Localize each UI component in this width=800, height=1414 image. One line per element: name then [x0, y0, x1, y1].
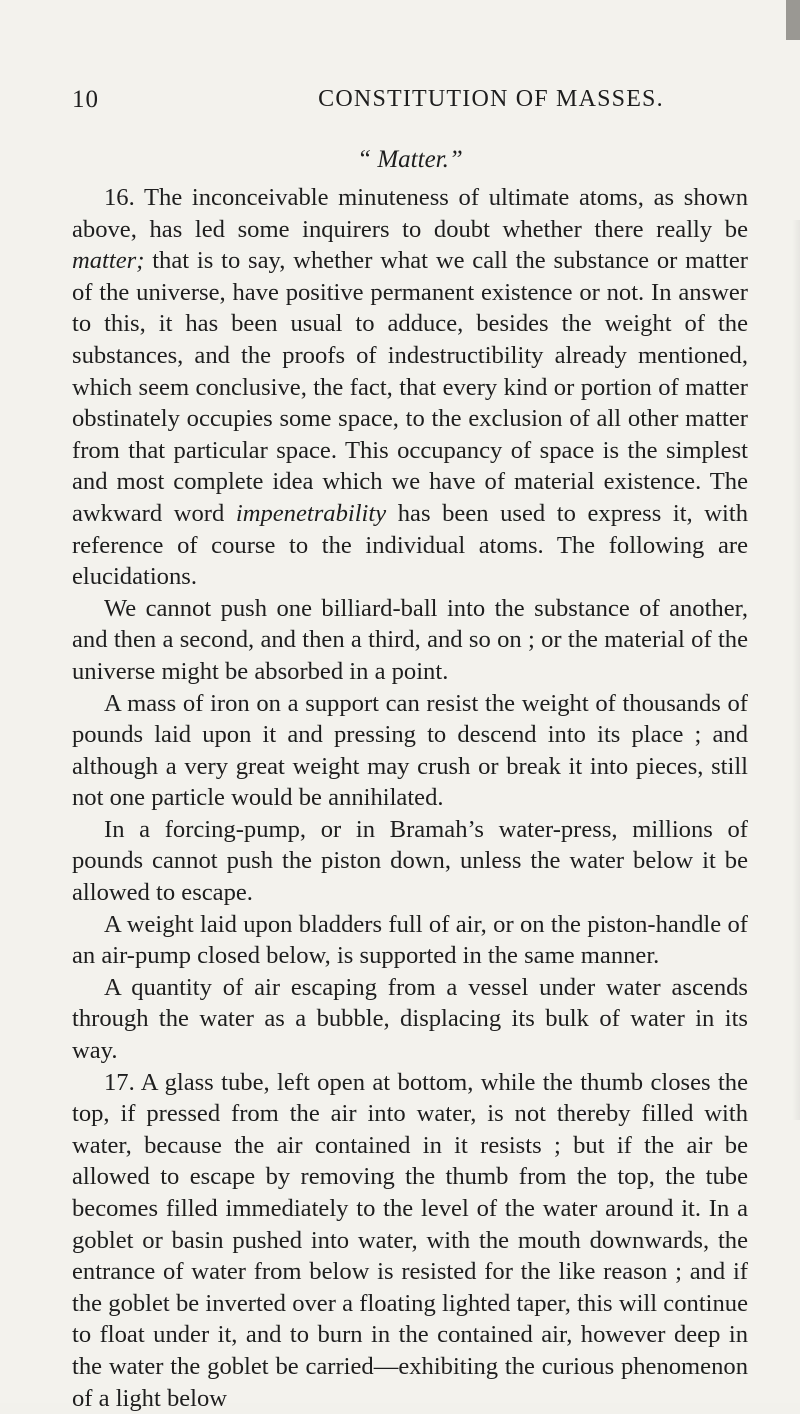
paragraph-pump: In a forcing-pump, or in Bramah’s water-press, millions of pounds cannot push the piston down, unless the water below it be allowed to escape. — [72, 815, 748, 907]
paragraph-air-bubble: A quantity of air escaping from a vessel under water ascends through the water as a bubble, displacing its bulk of water in its way. — [72, 973, 748, 1065]
paragraph-text: 16. The inconceivable minuteness of ultimate atoms, as shown above, has led some inquirers to doubt whether there really be — [72, 184, 748, 243]
paragraph-billiard: We cannot push one billiard-ball into the substance of another, and then a second, and then a third, and so on ; or the material of the universe might be absorbed in a point. — [72, 594, 748, 685]
page-body — [72, 140, 748, 1414]
page-header — [72, 86, 740, 126]
paragraph-text: has been used to express it, with reference of course to the individual atoms. The following are elucidations. — [72, 499, 748, 591]
paragraph-16 — [72, 182, 748, 593]
paragraph-text: that is to say, whether what we call the substance or matter of the universe, have positive permanent existence or not. In answer to this, it has been usual to adduce, besides the weight of the substances, and the proofs of indestructibility already mentioned, which seem conclusive, the fact, that every kind or portion of matter obstinately occupies some space, to the exclusion of all other matter from that particular space. This occupancy of space is the simplest and most complete idea which we have of material existence. The awkward word — [72, 247, 748, 527]
section-title: “ Matter.” — [357, 146, 463, 173]
page-number: 10 — [72, 86, 99, 113]
page-edge-mark — [786, 0, 800, 40]
running-head: CONSTITUTION OF MASSES. — [318, 86, 664, 112]
italic-term-matter: matter; — [72, 247, 145, 275]
italic-term-impenetrability: impenetrability — [235, 499, 387, 527]
paragraph-iron: A mass of iron on a support can resist the weight of thousands of pounds laid upon it and pressing to descend into its place ; and although a very great weight may crush or break it into pieces, still not one particle would be annihilated. — [72, 689, 748, 812]
paragraph-bladders: A weight laid upon bladders full of air, or on the piston-handle of an air-pump closed below, is supported in the same manner. — [72, 910, 748, 970]
page-edge-shadow — [792, 220, 800, 1120]
paragraph-17: 17. A glass tube, left open at bottom, while the thumb closes the top, if pressed from the air into water, is not thereby filled with water, because the air contained in it resists ; but if the air be allowed to escape by removing the thumb from the top, the tube becomes filled immediately to the level of the water around it. In a goblet or basin pushed into water, with the mouth downwards, the entrance of water from below is resisted for the like reason ; and if the goblet be inverted over a floating lighted taper, this will continue to float under it, and to burn in the contained air, however deep in the water the goblet be carried—exhibiting the curious phenomenon of a light below — [72, 1068, 748, 1412]
